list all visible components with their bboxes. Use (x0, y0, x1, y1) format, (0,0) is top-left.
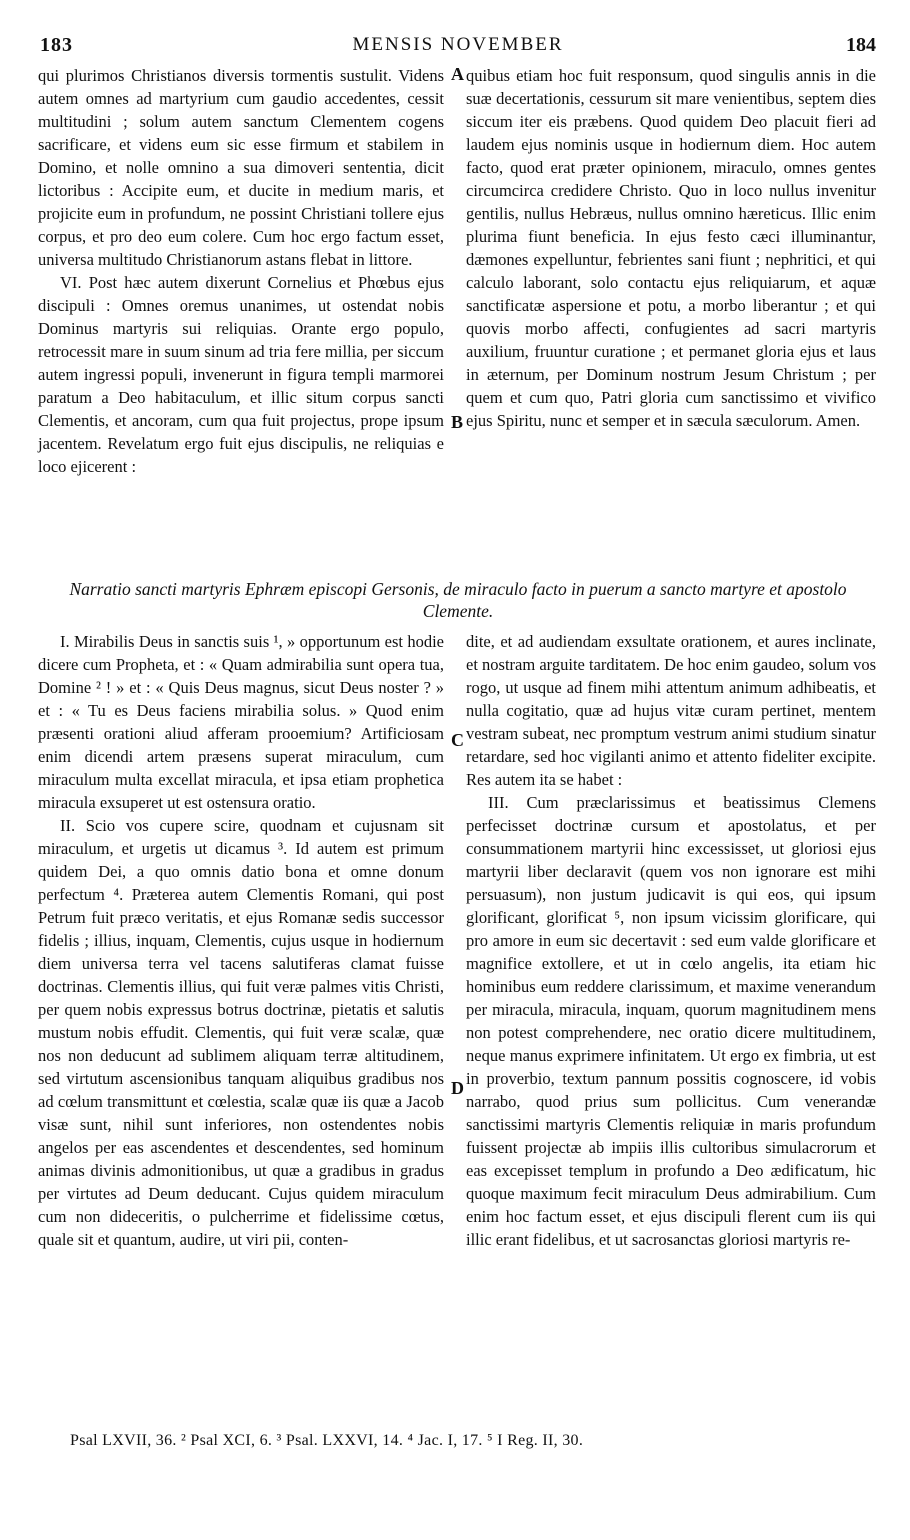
top-right-column (466, 64, 876, 432)
footnotes: Psal LXVII, 36. ² Psal XCI, 6. ³ Psal. LXXVI, 14. ⁴ Jac. I, 17. ⁵ I Reg. II, 30. (70, 1432, 584, 1449)
margin-letter-b: B (451, 412, 464, 432)
page-number-left: 183 (40, 34, 73, 56)
margin-letter-c: C (451, 730, 464, 750)
section-caption: Narratio sancti martyris Ephræm episcopi Gersonis, de miraculo facto in puerum a sancto martyre et apostolo Clemente. (69, 579, 847, 621)
paragraph: qui plurimos Christianos diversis tormentis sustulit. Videns autem omnes ad martyrium cum gaudio accedentes, cessit multitudini ; solum autem sanctum Clementem cogens sacrificare, et videns eum sic esse firmum et stabilem in Domino, et nolle omnino a sua dimoveri sententia, dicit lictoribus : Accipite eum, et ducite in medium maris, et projicite eum in profundum, ne possint Christiani tollere ejus corpus, et pro deo eum colere. Cum hoc ergo factum esset, universa multitudo Christianorum astans flebat in littore. (38, 66, 444, 269)
margin-letter-d: D (451, 1078, 464, 1098)
top-left-column (38, 64, 444, 478)
paragraph: quibus etiam hoc fuit responsum, quod singulis annis in die suæ decertationis, cessurum sit mare venientibus, septem dies siccum iter eis præbens. Quod quidem Deo placuit fieri ad laudem ejus nominis usque in hodiernum diem. Hoc autem facto, quod erat præter opinionem, miraculo, omnes gentes circumcirca credidere Christo. Quo in loco nullus invenitur gentilis, nullus Hebræus, nullus omnino hæreticus. Illic enim plurima fiunt beneficia. In ejus festo cæci illuminantur, dæmones expelluntur, febrientes sani fiunt ; nephritici, et qui calculo laborant, solo contactu ejus reliquiarum, et aquæ sanctificatæ aspersione et potu, a morbo liberantur ; et qui quovis morbo affecti, confugientes ad sacri martyris auxilium, fruuntur curatione ; et permanet gloria ejus et laus in æternum, per Dominum nostrum Jesum Christum ; per quem et cum quo, Patri gloria cum sanctissimo et vivifico ejus Spiritu, nunc et semper et in sæcula sæculorum. Amen. (466, 66, 876, 430)
margin-letter-a: A (451, 64, 464, 84)
page-number-right: 184 (846, 34, 876, 56)
bottom-right-column (466, 630, 876, 1251)
page-header (40, 34, 876, 64)
running-title: MENSIS NOVEMBER (352, 34, 564, 55)
paragraph: VI. Post hæc autem dixerunt Cornelius et Phœbus ejus discipuli : Omnes oremus unanimes, ut ostendat nobis Dominus martyris sui reliquias. Orante ergo populo, retrocessit mare in suum sinum ad tria fere millia, per siccum autem ingressi populi, invenerunt in figura templi marmorei paratum a Deo habitaculum, et illic situm corpus sancti Clementis, et ancoram, cum qua fuit projectus, prope ipsum jacentem. Revelatum ergo fuit ejus discipulis, ne reliquias e loco ejicerent : (38, 273, 444, 476)
bottom-left-column (38, 630, 444, 1251)
paragraph: III. Cum præclarissimus et beatissimus Clemens perfecisset doctrinæ cursum et apostolatus, et per consummationem martyrii hinc excessisset, ut gloriosi ejus martyrii liber declaravit (quem vos non ignorare est mihi persuasum), non justum judicavit is qui eos, qui ipsum glorificant, glorificat ⁵, non ipsum vicissim glorificare, qui pro amore in eum sic decertavit : sed eum valde glorificare et magnifice extollere, et ut in cœlo angelis, ita etiam hic hominibus eum reddere clarissimum, et maxime venerandum per miracula, miracula, inquam, quorum magnitudinem mens non potest comprehendere, nec oratio dicere multitudinem, neque manus exprimere infinitatem. Ut ergo ex fimbria, ut est in proverbio, textum pannum possitis cognoscere, id vobis narrabo, quod prius sum pollicitus. Cum venerandæ sanctissimi martyris Clementis reliquiæ in maris profundum fuissent projectæ ab impiis illis cultoribus simulacrorum et eas excepisset templum in profundo a Deo ædificatum, hic quoque maximum fecit miraculum Deus admirabilium. Cum enim hoc factum esset, et ejus discipuli flerent cum iis qui illic erant fidelibus, et ut sacrosanctas gloriosi martyris re- (466, 793, 876, 1249)
paragraph: I. Mirabilis Deus in sanctis suis ¹, » opportunum est hodie dicere cum Propheta, et : « Quam admirabilia sunt opera tua, Domine ² ! » et : « Quis Deus magnus, sicut Deus noster ? » et : « Tu es Deus faciens mirabilia solus. » Quod enim præsenti orationi aliud afferam prooemium? Artificiosam enim dicendi artem præsens superat miraculum, cum miraculum multa excellat miracula, et ipsa etiam prophetica miracula exsuperet ut est ostensura oratio. (38, 632, 444, 812)
paragraph: II. Scio vos cupere scire, quodnam et cujusnam sit miraculum, et urgetis ut dicamus ³. Id autem est primum quidem Dei, a quo omnis datio bona et omne donum perfectum ⁴. Præterea autem Clementis Romani, qui post Petrum fuit præco veritatis, et ejus Romanæ sedis successor fidelis ; illius, inquam, Clementis, cujus usque in hodiernum diem universa terra vel tacens salutiferas clamat fuisse doctrinas. Clementis illius, qui fuit veræ palmes vitis Christi, per quem nobis expressus botrus doctrinæ, pietatis et salutis mustum nobis effudit. Clementis, qui fuit veræ scalæ, quæ nos non deducunt ad sublimem aliquam terræ altitudinem, sed virtutum ascensionibus tanquam aliquibus gradibus nos ad cœlum transmittunt et cœlestia, scalæ quæ iis quæ a Jacob visæ sunt, nihil sunt inferiores, non ostendentes nobis angelos per eas ascendentes et descendentes, sed hominum animas divinis admonitionibus, ut quæ a gradibus in gradus per virtutes ad Deum deducant. Cujus quidem miraculum cum non dideceritis, o pulcherrime et fidelissime cœtus, quale sit et quantum, audire, ut viri pii, conten- (38, 816, 444, 1249)
paragraph: dite, et ad audiendam exsultate orationem, et aures inclinate, et nostram arguite tarditatem. De hoc enim gaudeo, solum vos rogo, ut usque ad finem mihi attentum animum adhibeatis, et nulla cogitatio, quæ ad hujus vitæ curam pertinet, mentem vestram subeat, nec promptum vestrum animi studium sinatur retardare, sed hoc vigilanti animo et attento fideliter excipite. Res autem ita se habet : (466, 632, 876, 789)
